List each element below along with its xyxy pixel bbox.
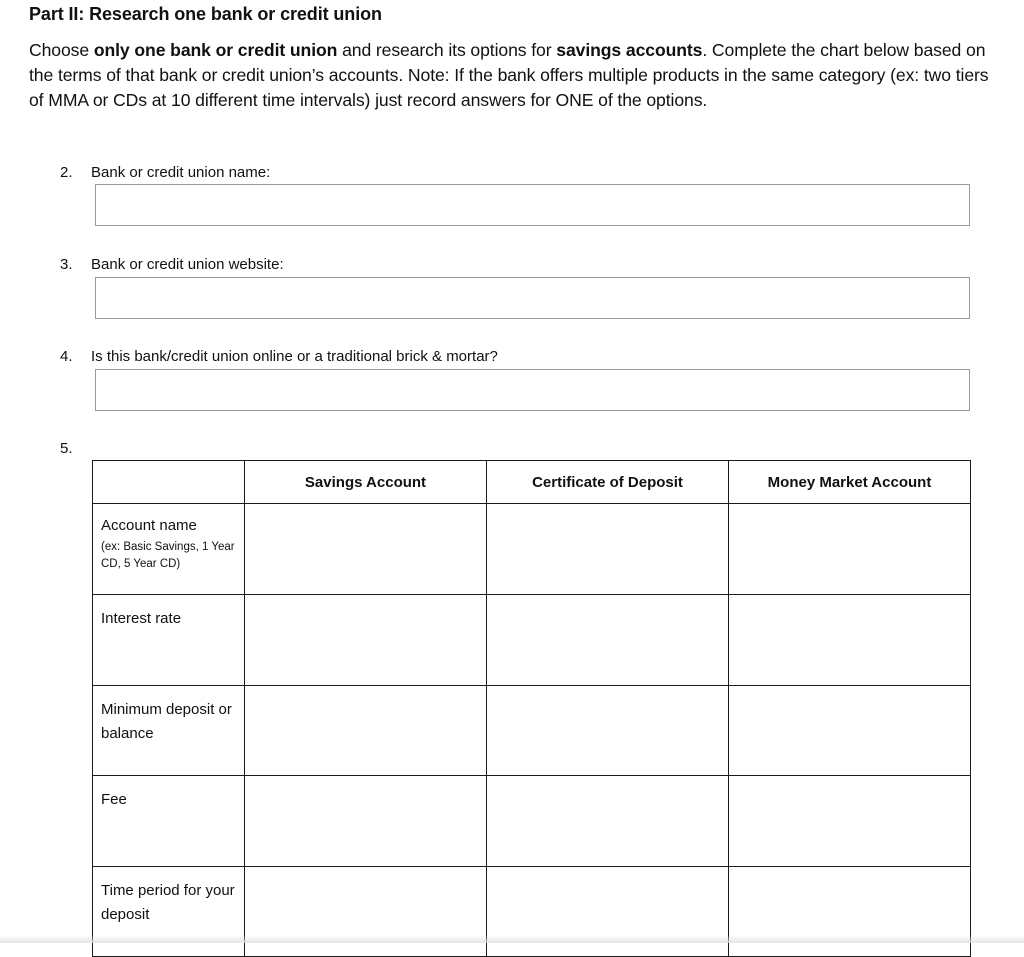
bank-type-input[interactable]	[95, 369, 970, 411]
table-row	[93, 595, 971, 686]
question-bank-name-label: Bank or credit union name:	[91, 164, 271, 181]
table-row	[93, 776, 971, 867]
question-website-label: Bank or credit union website:	[91, 256, 284, 273]
instructions-text: Choose	[29, 40, 94, 60]
cell-savings-time-period[interactable]	[245, 867, 487, 957]
row-label-account-name	[93, 504, 245, 595]
cell-mma-interest-rate[interactable]	[729, 595, 971, 686]
bank-name-input[interactable]	[95, 184, 970, 226]
question-number: 3.	[60, 256, 73, 273]
header-corner	[93, 461, 245, 504]
table-row	[93, 867, 971, 957]
table-row	[93, 504, 971, 595]
question-number: 4.	[60, 348, 73, 365]
instructions	[29, 38, 1004, 113]
row-label-text: Account name	[101, 517, 197, 534]
cell-savings-fee[interactable]	[245, 776, 487, 867]
row-label-minimum-deposit: Minimum deposit or balance	[93, 686, 245, 776]
row-label-fee: Fee	[93, 776, 245, 867]
cell-mma-time-period[interactable]	[729, 867, 971, 957]
cell-mma-fee[interactable]	[729, 776, 971, 867]
cell-cd-account-name[interactable]	[487, 504, 729, 595]
cell-cd-fee[interactable]	[487, 776, 729, 867]
question-number: 2.	[60, 164, 73, 181]
table-header-row	[93, 461, 971, 504]
header-savings-account: Savings Account	[245, 461, 487, 504]
cell-cd-interest-rate[interactable]	[487, 595, 729, 686]
row-label-interest-rate: Interest rate	[93, 595, 245, 686]
question-bank-type-label: Is this bank/credit union online or a traditional brick & mortar?	[91, 348, 498, 365]
header-certificate-of-deposit: Certificate of Deposit	[487, 461, 729, 504]
savings-comparison-table	[92, 460, 971, 957]
instructions-emphasis: savings accounts	[556, 40, 703, 60]
page-title: Part II: Research one bank or credit union	[29, 4, 382, 24]
cell-mma-minimum-deposit[interactable]	[729, 686, 971, 776]
header-money-market-account: Money Market Account	[729, 461, 971, 504]
page-bottom-shadow	[0, 935, 1024, 943]
cell-cd-minimum-deposit[interactable]	[487, 686, 729, 776]
row-label-hint: (ex: Basic Savings, 1 Year CD, 5 Year CD)	[101, 541, 235, 570]
row-label-time-period: Time period for your deposit	[93, 867, 245, 957]
question-number: 5.	[60, 440, 73, 457]
website-input[interactable]	[95, 277, 970, 319]
cell-cd-time-period[interactable]	[487, 867, 729, 957]
cell-savings-account-name[interactable]	[245, 504, 487, 595]
instructions-emphasis: only one bank or credit union	[93, 40, 338, 60]
cell-savings-minimum-deposit[interactable]	[245, 686, 487, 776]
cell-mma-account-name[interactable]	[729, 504, 971, 595]
instructions-text: . Complete the chart below based on the terms of that bank or credit union’s accounts. Note: If the bank offers multiple products in the same category (ex: two tiers of MMA or CDs at 10 different time intervals) just record answers for ONE of the options.	[29, 40, 989, 110]
cell-savings-interest-rate[interactable]	[245, 595, 487, 686]
table-row	[93, 686, 971, 776]
instructions-text: and research its options for	[337, 40, 557, 60]
